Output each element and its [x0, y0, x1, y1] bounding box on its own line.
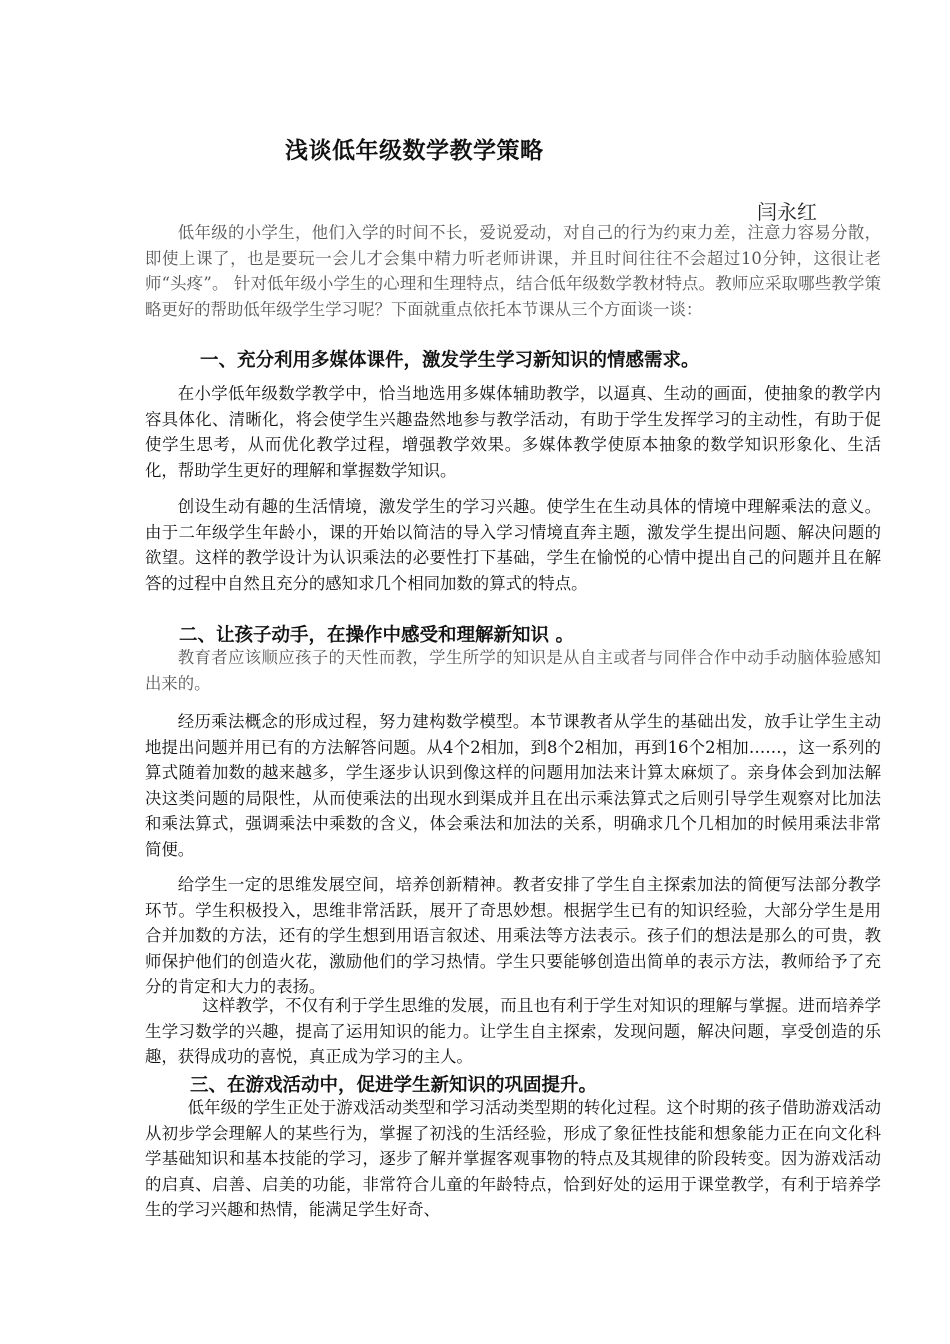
section-2-heading: 二、让孩子动手，在操作中感受和理解新知识 。 — [179, 625, 574, 646]
section-1-heading: 一、充分利用多媒体课件，激发学生学习新知识的情感需求。 — [200, 350, 700, 371]
section-3-heading: 三、在游戏活动中，促进学生新知识的巩固提升。 — [190, 1075, 598, 1096]
section-3-paragraph-1: 低年级的学生正处于游戏活动类型和学习活动类型期的转化过程。这个时期的孩子借助游戏活动从初步学会理解人的某些行为，掌握了初浅的生活经验，形成了象征性技能和想象能力正在向文化科学基础知识和基本技能的学习，逐步了解并掌握客观事物的特点及其规律的阶段转变。因为游戏活动的启真、启善、启美的功能，非常符合儿童的年龄特点，恰到好处的运用于课堂教学，有利于培养学生的学习兴趣和热情，能满足学生好奇、 — [145, 1098, 881, 1219]
section-2-paragraph-1: 教育者应该顺应孩子的天性而教，学生所学的知识是从自主或者与同伴合作中动手动脑体验感知出来的。 — [145, 648, 881, 693]
section-1-paragraph-1: 在小学低年级数学教学中，恰当地选用多媒体辅助教学，以逼真、生动的画面，使抽象的教学内容具体化、清晰化，将会使学生兴趣盎然地参与教学活动，有助于学生发挥学习的主动性，有助于促使学生思考，从而优化教学过程，增强教学效果。多媒体教学使原本抽象的数学知识形象化、生活化，帮助学生更好的理解和掌握数学知识。 — [145, 384, 881, 480]
section-2-paragraph-4: 这样教学，不仅有利于学生思维的发展，而且也有利于学生对知识的理解与掌握。进而培养学生学习数学的兴趣，提高了运用知识的能力。让学生自主探索，发现问题，解决问题，享受创造的乐趣，获得成功的喜悦，真正成为学习的主人。 — [145, 996, 881, 1066]
section-2-paragraph-2: 经历乘法概念的形成过程，努力建构数学模型。本节课教者从学生的基础出发，放手让学生主动地提出问题并用已有的方法解答问题。从4个2相加，到8个2相加，再到16个2相加……，这一系列的算式随着加数的越来越多，学生逐步认识到像这样的问题用加法来计算太麻烦了。亲身体会到加法解决这类问题的局限性，从而使乘法的出现水到渠成并且在出示乘法算式之后则引导学生观察对比加法和乘法算式，强调乘法中乘数的含义，体会乘法和加法的关系，明确求几个几相加的时候用乘法非常简便。 — [145, 712, 881, 859]
intro-paragraph: 低年级的小学生，他们入学的时间不长，爱说爱动，对自己的行为约束力差，注意力容易分散，即使上课了，也是要玩一会儿才会集中精力听老师讲课，并且时间往往不会超过10分钟，这很让老师“头疼”。 针对低年级小学生的心理和生理特点，结合低年级数学教材特点。教师应采取哪些教学策略更好的帮助低年级学生学习呢？下面就重点依托本节课从三个方面谈一谈： — [145, 223, 881, 319]
document-title: 浅谈低年级数学教学策略 — [285, 138, 544, 164]
author-name: 闫永红 — [757, 200, 817, 224]
section-2-paragraph-3: 给学生一定的思维发展空间，培养创新精神。教者安排了学生自主探索加法的简便写法部分教学环节。学生积极投入，思维非常活跃，展开了奇思妙想。根据学生已有的知识经验，大部分学生是用合并加数的方法，还有的学生想到用语言叙述、用乘法等方法表示。孩子们的想法是那么的可贵，教师保护他们的创造火花，激励他们的学习热情。学生只要能够创造出简单的表示方法，教师给予了充分的肯定和大力的表扬。 — [145, 875, 881, 996]
section-1-paragraph-2: 创设生动有趣的生活情境，激发学生的学习兴趣。使学生在生动具体的情境中理解乘法的意义。由于二年级学生年龄小，课的开始以简洁的导入学习情境直奔主题，激发学生提出问题、解决问题的欲望。这样的教学设计为认识乘法的必要性打下基础，学生在愉悦的心情中提出自己的问题并且在解答的过程中自然且充分的感知求几个相同加数的算式的特点。 — [145, 497, 881, 593]
